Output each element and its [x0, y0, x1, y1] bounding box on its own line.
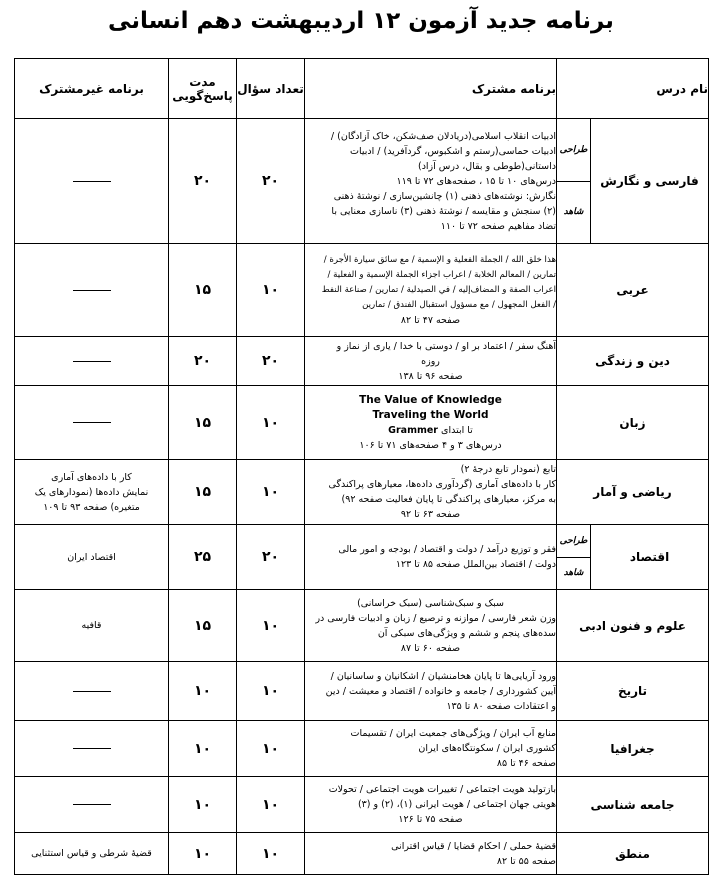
witness-tag: شاهد [557, 557, 590, 590]
question-count: ۱۰ [237, 386, 305, 460]
question-count: ۱۰ [237, 590, 305, 662]
design-tag: طراحی [559, 144, 588, 155]
common-content: ورود آریایی‌ها تا پایان هخامنشیان / اشکانیان و ساسانیان / آیین کشورداری / جامعه و خانواده / اقتصاد و معیشت / دین و اعتقادات صفحه ۸۰ تا ۱۳۵ [305, 662, 557, 721]
common-content: آهنگ سفر / اعتماد بر او / دوستی با خدا / یاری از نماز و روزه صفحه ۹۶ تا ۱۳۸ [305, 337, 557, 386]
duration-value: ۱۰ [169, 662, 237, 721]
duration-value: ۱۵ [169, 244, 237, 337]
duration-value: ۲۰ [169, 119, 237, 244]
table-row [15, 460, 709, 525]
header-questions: تعداد سؤال [237, 59, 305, 119]
noncommon-cell [15, 337, 169, 386]
design-tag: طراحی [559, 535, 588, 546]
duration-value: ۱۰ [169, 833, 237, 875]
empty-dash [73, 181, 111, 182]
subject-cell: دین و زندگی [557, 337, 709, 386]
noncommon-cell [15, 244, 169, 337]
noncommon-cell: کار با داده‌های آماری نمایش داده‌ها (نمودارهای یک متغیره) صفحه ۹۳ تا ۱۰۹ [15, 460, 169, 525]
common-content: فقر و توزیع درآمد / دولت و اقتصاد / بودجه و امور مالی دولت / اقتصاد بین‌الملل صفحه ۸۵ تا ۱۲۳ [305, 525, 557, 590]
subject-cell: زبان [557, 386, 709, 460]
table-row [15, 119, 709, 244]
common-content: تابع (نمودار تابع درجهٔ ۲) کار با داده‌های آماری (گردآوری داده‌ها، معیارهای پراکندگی به مرکز، معیارهای پراکندگی تا پایان فعالیت صفحه ۹۲) صفحه ۶۳ تا ۹۲ [305, 460, 557, 525]
header-duration: مدت پاسخ‌گویی [169, 59, 237, 119]
table-row [15, 337, 709, 386]
header-noncommon: برنامه غیرمشترک [15, 59, 169, 119]
table-row [15, 244, 709, 337]
common-content: قضیهٔ حملی / احکام قضایا / قیاس اقترانی صفحه ۵۵ تا ۸۲ [305, 833, 557, 875]
question-count: ۲۰ [237, 525, 305, 590]
noncommon-cell: قافیه [15, 590, 169, 662]
subject-cell: جغرافیا [557, 721, 709, 777]
noncommon-cell [15, 119, 169, 244]
common-content: ادبیات انقلاب اسلامی(دریادلان صف‌شکن، خاک آزادگان) / ادبیات حماسی(رستم و اشکبوس، گردآفرید) / ادبیات داستانی(طوطی و بقال، درس آزاد) درس‌های ۱۰ تا ۱۵ ، صفحه‌های ۷۲ تا ۱۱۹ نگارش: نوشته‌های ذهنی (۱) چانشین‌سازی / نوشتهٔ ذهنی (۲) سنجش و مقایسه / نوشتهٔ ذهنی (۳) ناسازی معنایی با تضاد مفاهیم صفحه ۷۲ تا ۱۱۰ [305, 119, 557, 244]
subject-cell: ریاضی و آمار [557, 460, 709, 525]
subject-cell: اقتصاد [591, 525, 709, 590]
noncommon-cell [15, 662, 169, 721]
duration-value: ۱۵ [169, 460, 237, 525]
tag-cell [557, 119, 591, 244]
question-count: ۱۰ [237, 833, 305, 875]
empty-dash [73, 748, 111, 749]
table-row [15, 777, 709, 833]
empty-dash [73, 361, 111, 362]
subject-cell: تاریخ [557, 662, 709, 721]
subject-cell: جامعه شناسی [557, 777, 709, 833]
question-count: ۱۰ [237, 721, 305, 777]
duration-value: ۱۰ [169, 721, 237, 777]
subject-cell: عربی [557, 244, 709, 337]
table-row [15, 590, 709, 662]
page-title: برنامه جدید آزمون ۱۲ اردیبهشت دهم انسانی [108, 8, 614, 34]
empty-dash [73, 804, 111, 805]
noncommon-cell [15, 721, 169, 777]
empty-dash [73, 422, 111, 423]
common-content: منابع آب ایران / ویژگی‌های جمعیت ایران / تقسیمات کشوری ایران / سکونتگاه‌های ایران صفحه ۴۶ تا ۸۵ [305, 721, 557, 777]
question-count: ۲۰ [237, 119, 305, 244]
question-count: ۱۰ [237, 460, 305, 525]
table-row [15, 721, 709, 777]
question-count: ۱۰ [237, 244, 305, 337]
noncommon-cell: اقتصاد ایران [15, 525, 169, 590]
subject-cell: فارسی و نگارش [591, 119, 709, 244]
common-content: سبک و سبک‌شناسی (سبک خراسانی) وزن شعر فارسی / موازنه و ترصیع / زبان و ادبیات فارسی در سده‌های پنجم و ششم و ویژگی‌های سبکی آن صفحه ۶۰ تا ۸۷ [305, 590, 557, 662]
header-subject: نام درس [557, 59, 709, 119]
subject-cell: منطق [557, 833, 709, 875]
table-row [15, 662, 709, 721]
duration-value: ۲۵ [169, 525, 237, 590]
tag-cell [557, 525, 591, 590]
duration-value: ۱۵ [169, 590, 237, 662]
schedule-table [14, 58, 709, 875]
table-row [15, 833, 709, 875]
question-count: ۱۰ [237, 662, 305, 721]
table-row [15, 386, 709, 460]
noncommon-cell [15, 386, 169, 460]
duration-value: ۲۰ [169, 337, 237, 386]
empty-dash [73, 290, 111, 291]
table-row [15, 525, 709, 590]
witness-tag: شاهد [557, 181, 590, 244]
noncommon-cell: قضیهٔ شرطی و قیاس استثنایی [15, 833, 169, 875]
header-common: برنامه مشترک [305, 59, 557, 119]
noncommon-cell [15, 777, 169, 833]
common-content: بازتولید هویت اجتماعی / تغییرات هویت اجتماعی / تحولات هویتی جهان اجتماعی / هویت ایرانی (۱)، (۲) و (۳) صفحه ۷۵ تا ۱۲۶ [305, 777, 557, 833]
common-content: هذا خلق الله / الجملة الفعلية و الإسمية / مع سائق سيارة الأجرة / تمارين / المعالم الخلابة / اعراب اجزاء الجملة الإسمية و الفعلية / اعراب الصفة و المضاف‌إليه / في الصيدلية / تمارين / صناعة النفط / الفعل المجهول / مع مسؤول استقبال الفندق / تمارين صفحه ۴۷ تا ۸۲ [305, 244, 557, 337]
question-count: ۲۰ [237, 337, 305, 386]
question-count: ۱۰ [237, 777, 305, 833]
duration-value: ۱۰ [169, 777, 237, 833]
duration-value: ۱۵ [169, 386, 237, 460]
table-header-row [15, 59, 709, 119]
subject-cell: علوم و فنون ادبی [557, 590, 709, 662]
empty-dash [73, 691, 111, 692]
common-content: The Value of Knowledge Traveling the World تا ابتدای Grammer درس‌های ۳ و ۴ صفحه‌های ۷۱ تا ۱۰۶ [305, 386, 557, 460]
